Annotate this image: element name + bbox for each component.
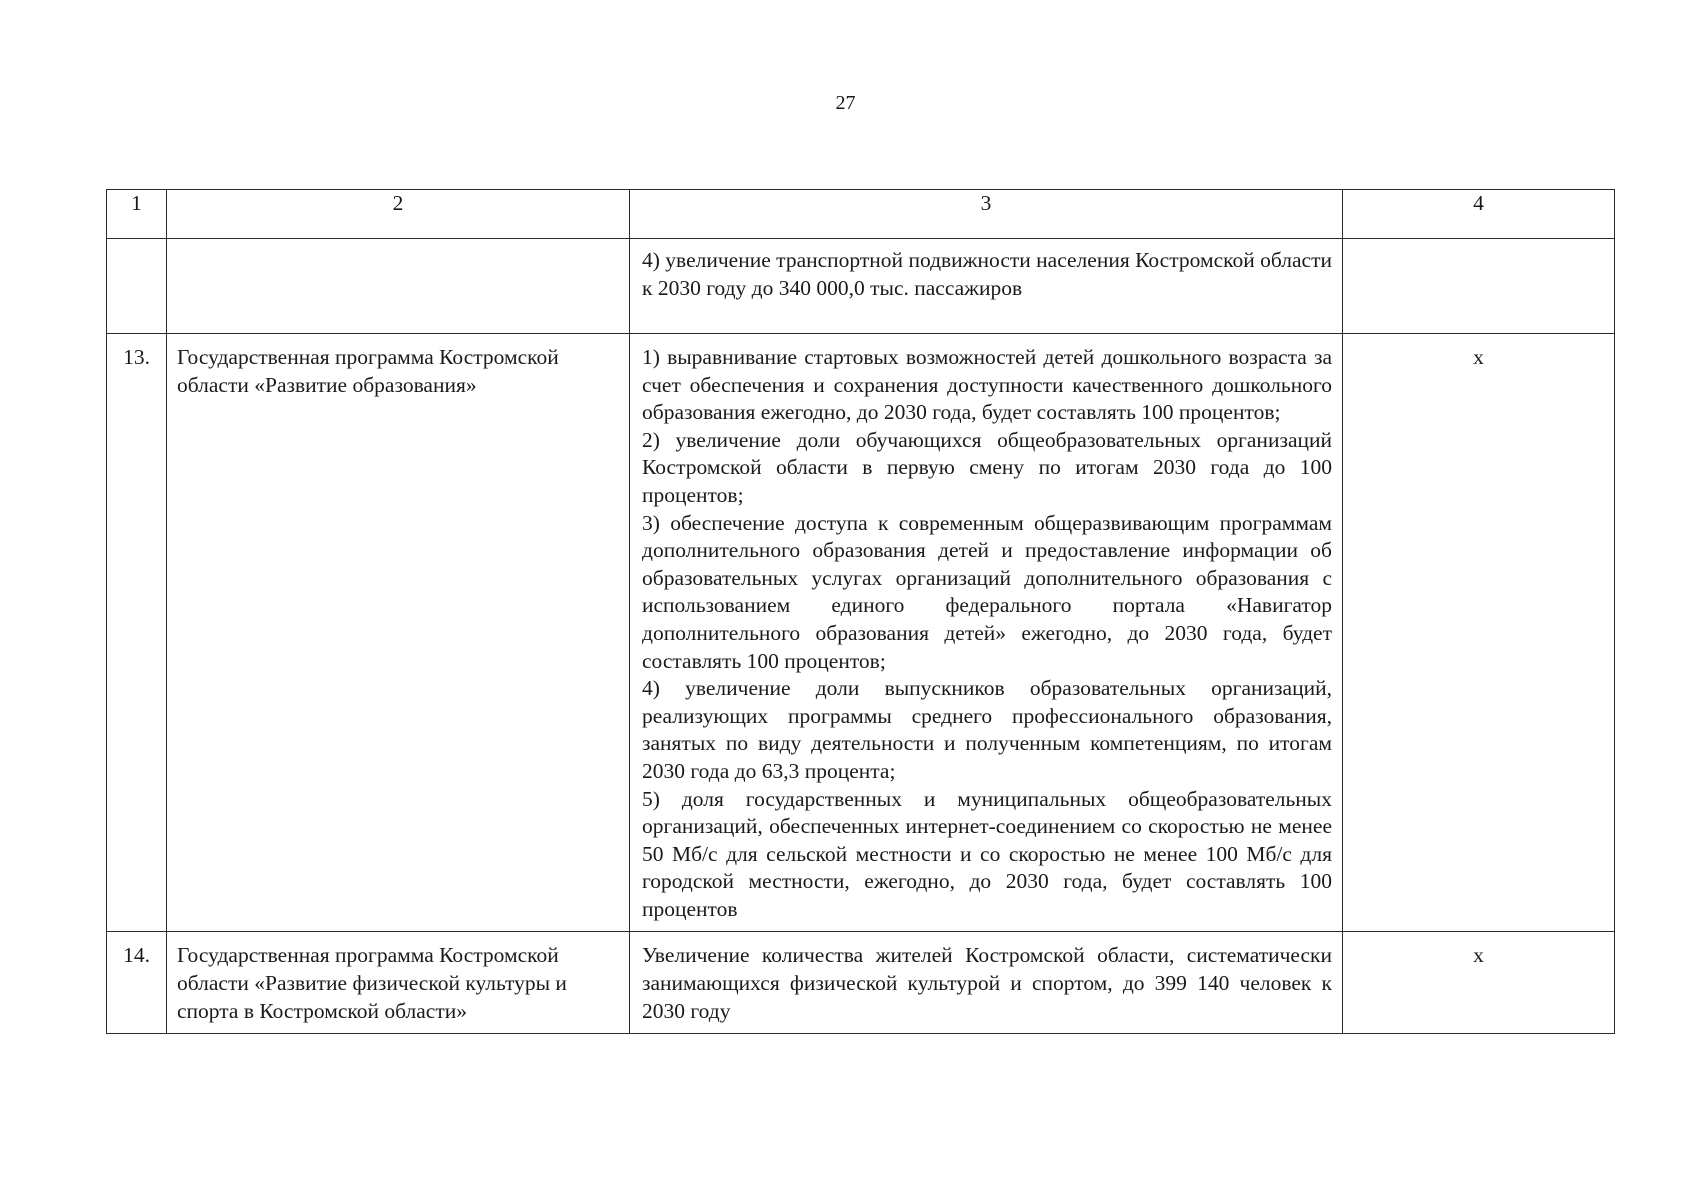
table-header-row — [107, 190, 1615, 239]
goal-item: Увеличение количества жителей Костромской области, систематически занимающихся физической культурой и спортом, до 399 140 человек к 2030 году — [642, 943, 1332, 1023]
row-number: 14. — [107, 932, 167, 1034]
column-header-2: 2 — [167, 190, 630, 239]
column-header-3: 3 — [630, 190, 1343, 239]
program-goals — [630, 334, 1343, 932]
indicators-table — [106, 189, 1615, 1034]
program-name: Государственная программа Костромской области «Развитие образования» — [167, 334, 630, 932]
goal-item: 5) доля государственных и муниципальных общеобразовательных организаций, обеспеченных интернет-соединением со скоростью не менее 50 Мб/с для сельской местности и со скоростью не менее 100 Мб/с для городской местности, ежегодно, до 2030 года, будет составлять 100 процентов — [642, 786, 1332, 921]
program-name — [167, 239, 630, 334]
column-header-4: 4 — [1343, 190, 1615, 239]
table-row — [107, 932, 1615, 1034]
goal-item: 3) обеспечение доступа к современным общеразвивающим программам дополнительного образования детей и предоставление информации об образовательных услугах организаций дополнительного образования с использованием единого федерального портала «Навигатор дополнительного образования детей» ежегодно, до 2030 года, будет составлять 100 процентов; — [642, 510, 1332, 673]
goal-item: 1) выравнивание стартовых возможностей детей дошкольного возраста за счет обеспечения и сохранения доступности качественного дошкольного образования ежегодно, до 2030 года, будет составлять 100 процентов; — [642, 345, 1332, 425]
row-number — [107, 239, 167, 334]
row-mark: х — [1343, 932, 1615, 1034]
column-header-1: 1 — [107, 190, 167, 239]
goal-item: 4) увеличение транспортной подвижности населения Костромской области к 2030 году до 340 000,0 тыс. пассажиров — [642, 248, 1332, 300]
goal-item: 2) увеличение доли обучающихся общеобразовательных организаций Костромской области в первую смену по итогам 2030 года до 100 процентов; — [642, 427, 1332, 507]
program-goals — [630, 239, 1343, 334]
program-goals — [630, 932, 1343, 1034]
table-row — [107, 334, 1615, 932]
program-name: Государственная программа Костромской области «Развитие физической культуры и спорта в Костромской области» — [167, 932, 630, 1034]
row-mark — [1343, 239, 1615, 334]
row-number: 13. — [107, 334, 167, 932]
goal-item: 4) увеличение доли выпускников образовательных организаций, реализующих программы среднего профессионального образования, занятых по виду деятельности и полученным компетенциям, по итогам 2030 года до 63,3 процента; — [642, 676, 1332, 783]
page-number: 27 — [835, 92, 856, 114]
table-row — [107, 239, 1615, 334]
row-mark: х — [1343, 334, 1615, 932]
